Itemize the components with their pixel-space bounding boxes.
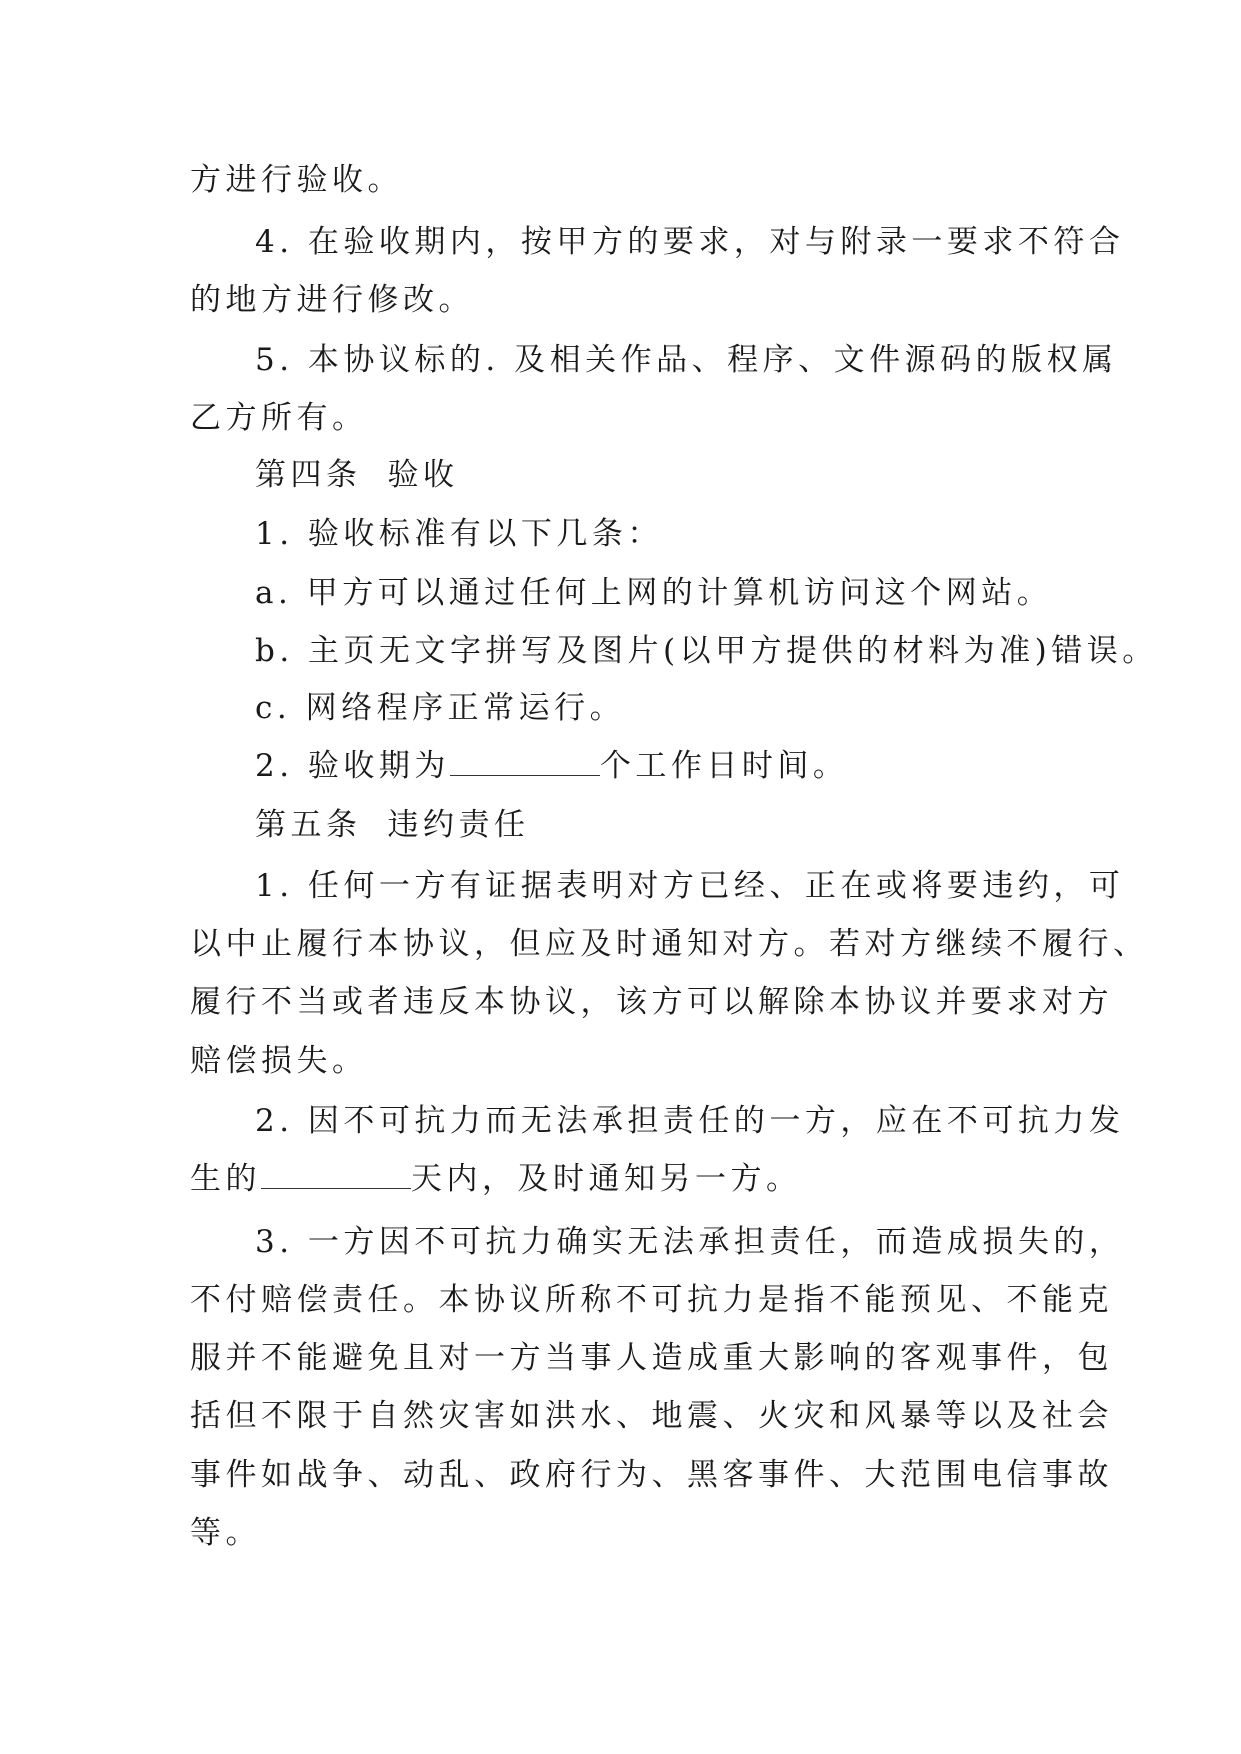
text-line: 以中止履行本协议，但应及时通知对方。若对方继续不履行、 <box>190 926 1149 962</box>
clause-text: 个工作日时间。 <box>599 748 849 784</box>
fill-in-blank <box>261 1160 411 1189</box>
text-line <box>190 1159 1070 1199</box>
article-title: 验收 <box>387 457 459 493</box>
clause-text: 天内，及时通知另一方。 <box>411 1161 802 1197</box>
clause-5-1: 1. 任何一方有证据表明对方已经、正在或将要违约，可 <box>255 868 1125 904</box>
article-5-heading <box>255 805 1135 845</box>
article-number: 第五条 <box>255 807 362 843</box>
clause-3-4: 4. 在验收期内，按甲方的要求，对与附录一要求不符合 <box>255 224 1125 260</box>
text-line: 的地方进行修改。 <box>190 282 474 318</box>
text-line: 赔偿损失。 <box>190 1043 368 1079</box>
text-line: 履行不当或者违反本协议，该方可以解除本协议并要求对方 <box>190 984 1113 1020</box>
clause-5-2: 2. 因不可抗力而无法承担责任的一方，应在不可抗力发 <box>255 1103 1125 1139</box>
criterion-b: b. 主页无文字拼写及图片(以甲方提供的材料为准)错误。 <box>255 633 1158 669</box>
fill-in-blank <box>450 747 600 776</box>
clause-5-3: 3. 一方因不可抗力确实无法承担责任，而造成损失的， <box>255 1224 1125 1260</box>
criterion-a: a. 甲方可以通过任何上网的计算机访问这个网站。 <box>255 575 1053 611</box>
clause-4-2 <box>255 746 1135 786</box>
text-line: 事件如战争、动乱、政府行为、黑客事件、大范围电信事故 <box>190 1457 1113 1493</box>
clause-text: 生的 <box>190 1161 261 1197</box>
text-line: 括但不限于自然灾害如洪水、地震、火灾和风暴等以及社会 <box>190 1398 1113 1434</box>
clause-text: 2. 验收期为 <box>255 748 450 784</box>
clause-4-1: 1. 验收标准有以下几条： <box>255 516 663 552</box>
criterion-c: c. 网络程序正常运行。 <box>255 690 626 726</box>
text-line: 方进行验收。 <box>190 162 403 198</box>
text-line: 服并不能避免且对一方当事人造成重大影响的客观事件，包 <box>190 1340 1113 1376</box>
clause-3-5: 5. 本协议标的. 及相关作品、程序、文件源码的版权属 <box>255 342 1118 378</box>
article-number: 第四条 <box>255 457 362 493</box>
article-4-heading <box>255 455 1135 495</box>
text-line: 乙方所有。 <box>190 400 368 436</box>
text-line: 等。 <box>190 1515 261 1551</box>
article-title: 违约责任 <box>387 807 530 843</box>
text-line: 不付赔偿责任。本协议所称不可抗力是指不能预见、不能克 <box>190 1282 1113 1318</box>
